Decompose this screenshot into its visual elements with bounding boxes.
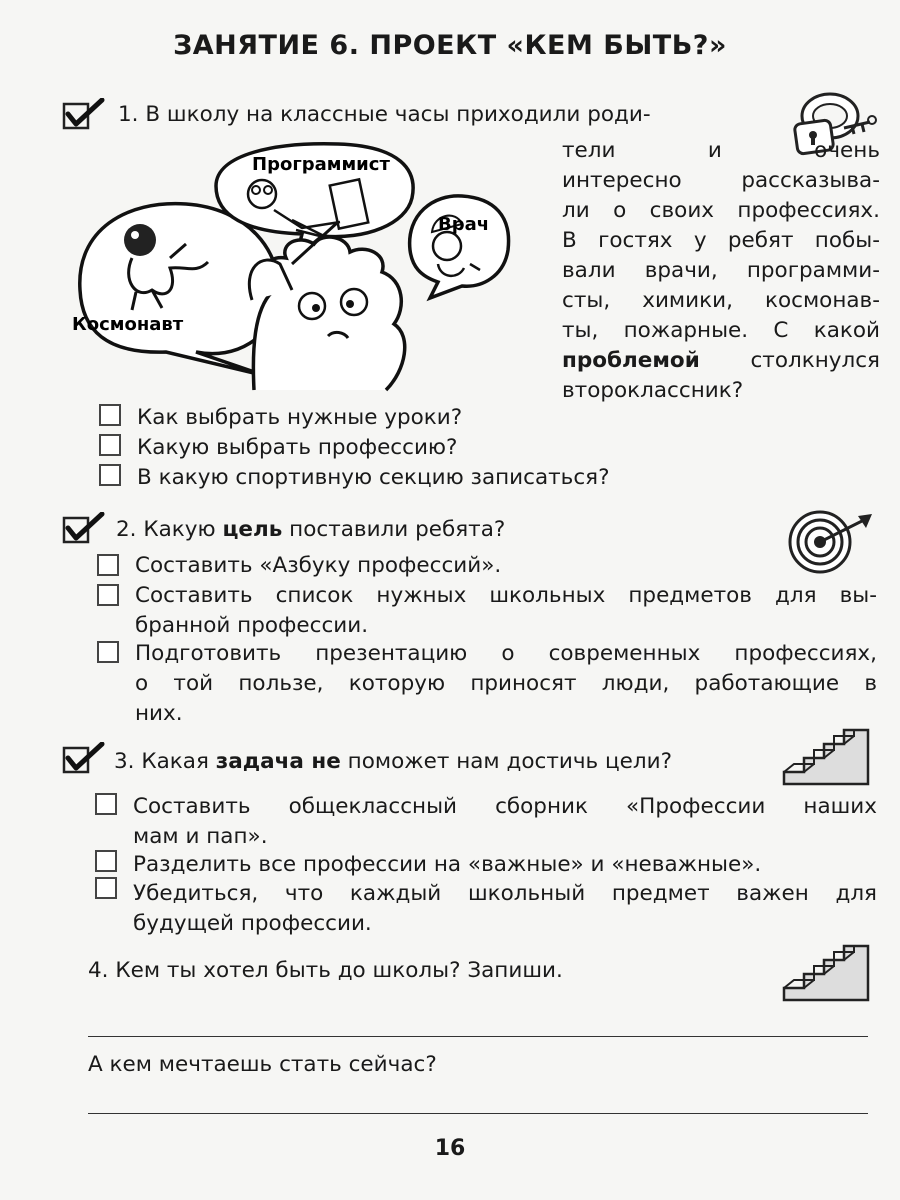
q3-question bbox=[114, 747, 672, 777]
cosmonaut-label: Космонавт bbox=[72, 314, 184, 335]
q3-option-line: мам и пап». bbox=[133, 824, 268, 849]
q3-option-checkbox[interactable] bbox=[95, 877, 117, 899]
stairs-icon bbox=[780, 728, 876, 790]
q2-option-checkbox[interactable] bbox=[97, 584, 119, 606]
q1-text-line bbox=[562, 346, 880, 376]
q3-option-checkbox[interactable] bbox=[95, 793, 117, 815]
q1-option-text: Какую выбрать профессию? bbox=[137, 435, 458, 460]
q1-text-line: сты, химики, космонав- bbox=[562, 288, 880, 313]
q1-bold-word: проблемой bbox=[562, 348, 700, 373]
programmer-label: Программист bbox=[252, 154, 390, 175]
q3-option-text bbox=[133, 879, 877, 939]
q2-option-line: Составить «Азбуку профессий». bbox=[135, 553, 502, 578]
q1-option-text: В какую спортивную секцию записаться? bbox=[137, 465, 610, 490]
q1-text-line: интересно рассказыва- bbox=[562, 168, 880, 193]
q3-option-checkbox[interactable] bbox=[95, 850, 117, 872]
q2-option-line: о той пользе, которую приносят люди, работающие в bbox=[135, 671, 877, 696]
q2-option-text bbox=[135, 581, 877, 641]
q2-option-line: бранной профессии. bbox=[135, 613, 369, 638]
q1-right-text bbox=[562, 136, 880, 406]
checkmark-icon bbox=[62, 98, 106, 132]
q1-text-line: В гостях у ребят побы- bbox=[562, 228, 880, 253]
q2-option-text bbox=[135, 551, 877, 581]
q1-text-line: ты, пожарные. С какой bbox=[562, 318, 880, 343]
q2-prefix: 2. Какую bbox=[116, 517, 216, 542]
q2-option-checkbox[interactable] bbox=[97, 641, 119, 663]
page-title: ЗАНЯТИЕ 6. ПРОЕКТ «КЕМ БЫТЬ?» bbox=[173, 30, 727, 61]
q3-option-line: Разделить все профессии на «важные» и «неважные». bbox=[133, 852, 762, 877]
professions-illustration bbox=[66, 140, 550, 392]
q1-option-checkbox[interactable] bbox=[99, 404, 121, 426]
answer-line[interactable] bbox=[88, 1113, 868, 1114]
q2-bold-word: цель bbox=[222, 517, 283, 542]
q2-suffix: поставили ребята? bbox=[289, 517, 506, 542]
q2-option-text bbox=[135, 639, 877, 729]
q2-option-checkbox[interactable] bbox=[97, 554, 119, 576]
q2-option-line: Составить список нужных школьных предметов для вы- bbox=[135, 583, 877, 608]
q2-option-line: Подготовить презентацию о современных профессиях, bbox=[135, 641, 877, 666]
q1-text-line: тели и очень bbox=[562, 138, 880, 163]
q3-option-line: будущей профессии. bbox=[133, 911, 372, 936]
q3-option-text bbox=[133, 850, 877, 880]
stairs-icon bbox=[780, 944, 876, 1006]
q1-option-checkbox[interactable] bbox=[99, 464, 121, 486]
q1-option-checkbox[interactable] bbox=[99, 434, 121, 456]
q3-option-text bbox=[133, 792, 877, 852]
q1-text-line: вали врачи, программи- bbox=[562, 258, 880, 283]
q3-suffix: поможет нам достичь цели? bbox=[347, 749, 673, 774]
q3-bold-word: задача не bbox=[215, 749, 341, 774]
q4-subquestion: А кем мечтаешь стать сейчас? bbox=[88, 1052, 437, 1077]
q3-prefix: 3. Какая bbox=[114, 749, 209, 774]
page-number: 16 bbox=[434, 1136, 466, 1161]
q3-option-line: Составить общеклассный сборник «Профессии наших bbox=[133, 794, 877, 819]
q2-question bbox=[116, 515, 505, 545]
q1-text-fragment: столкнулся bbox=[750, 348, 880, 373]
q2-option-line: них. bbox=[135, 701, 183, 726]
doctor-label: Врач bbox=[438, 214, 490, 235]
answer-line[interactable] bbox=[88, 1036, 868, 1037]
q3-option-line: Убедиться, что каждый школьный предмет важен для bbox=[133, 881, 877, 906]
q1-option-text: Как выбрать нужные уроки? bbox=[137, 405, 463, 430]
q1-text-line: ли о своих профессиях. bbox=[562, 198, 880, 223]
q1-text-line: 1. В школу на классные часы приходили роди- bbox=[118, 102, 651, 127]
checkmark-icon bbox=[62, 512, 106, 546]
q1-text-line: второклассник? bbox=[562, 378, 744, 403]
q4-question: 4. Кем ты хотел быть до школы? Запиши. bbox=[88, 958, 563, 983]
checkmark-icon bbox=[62, 742, 106, 776]
